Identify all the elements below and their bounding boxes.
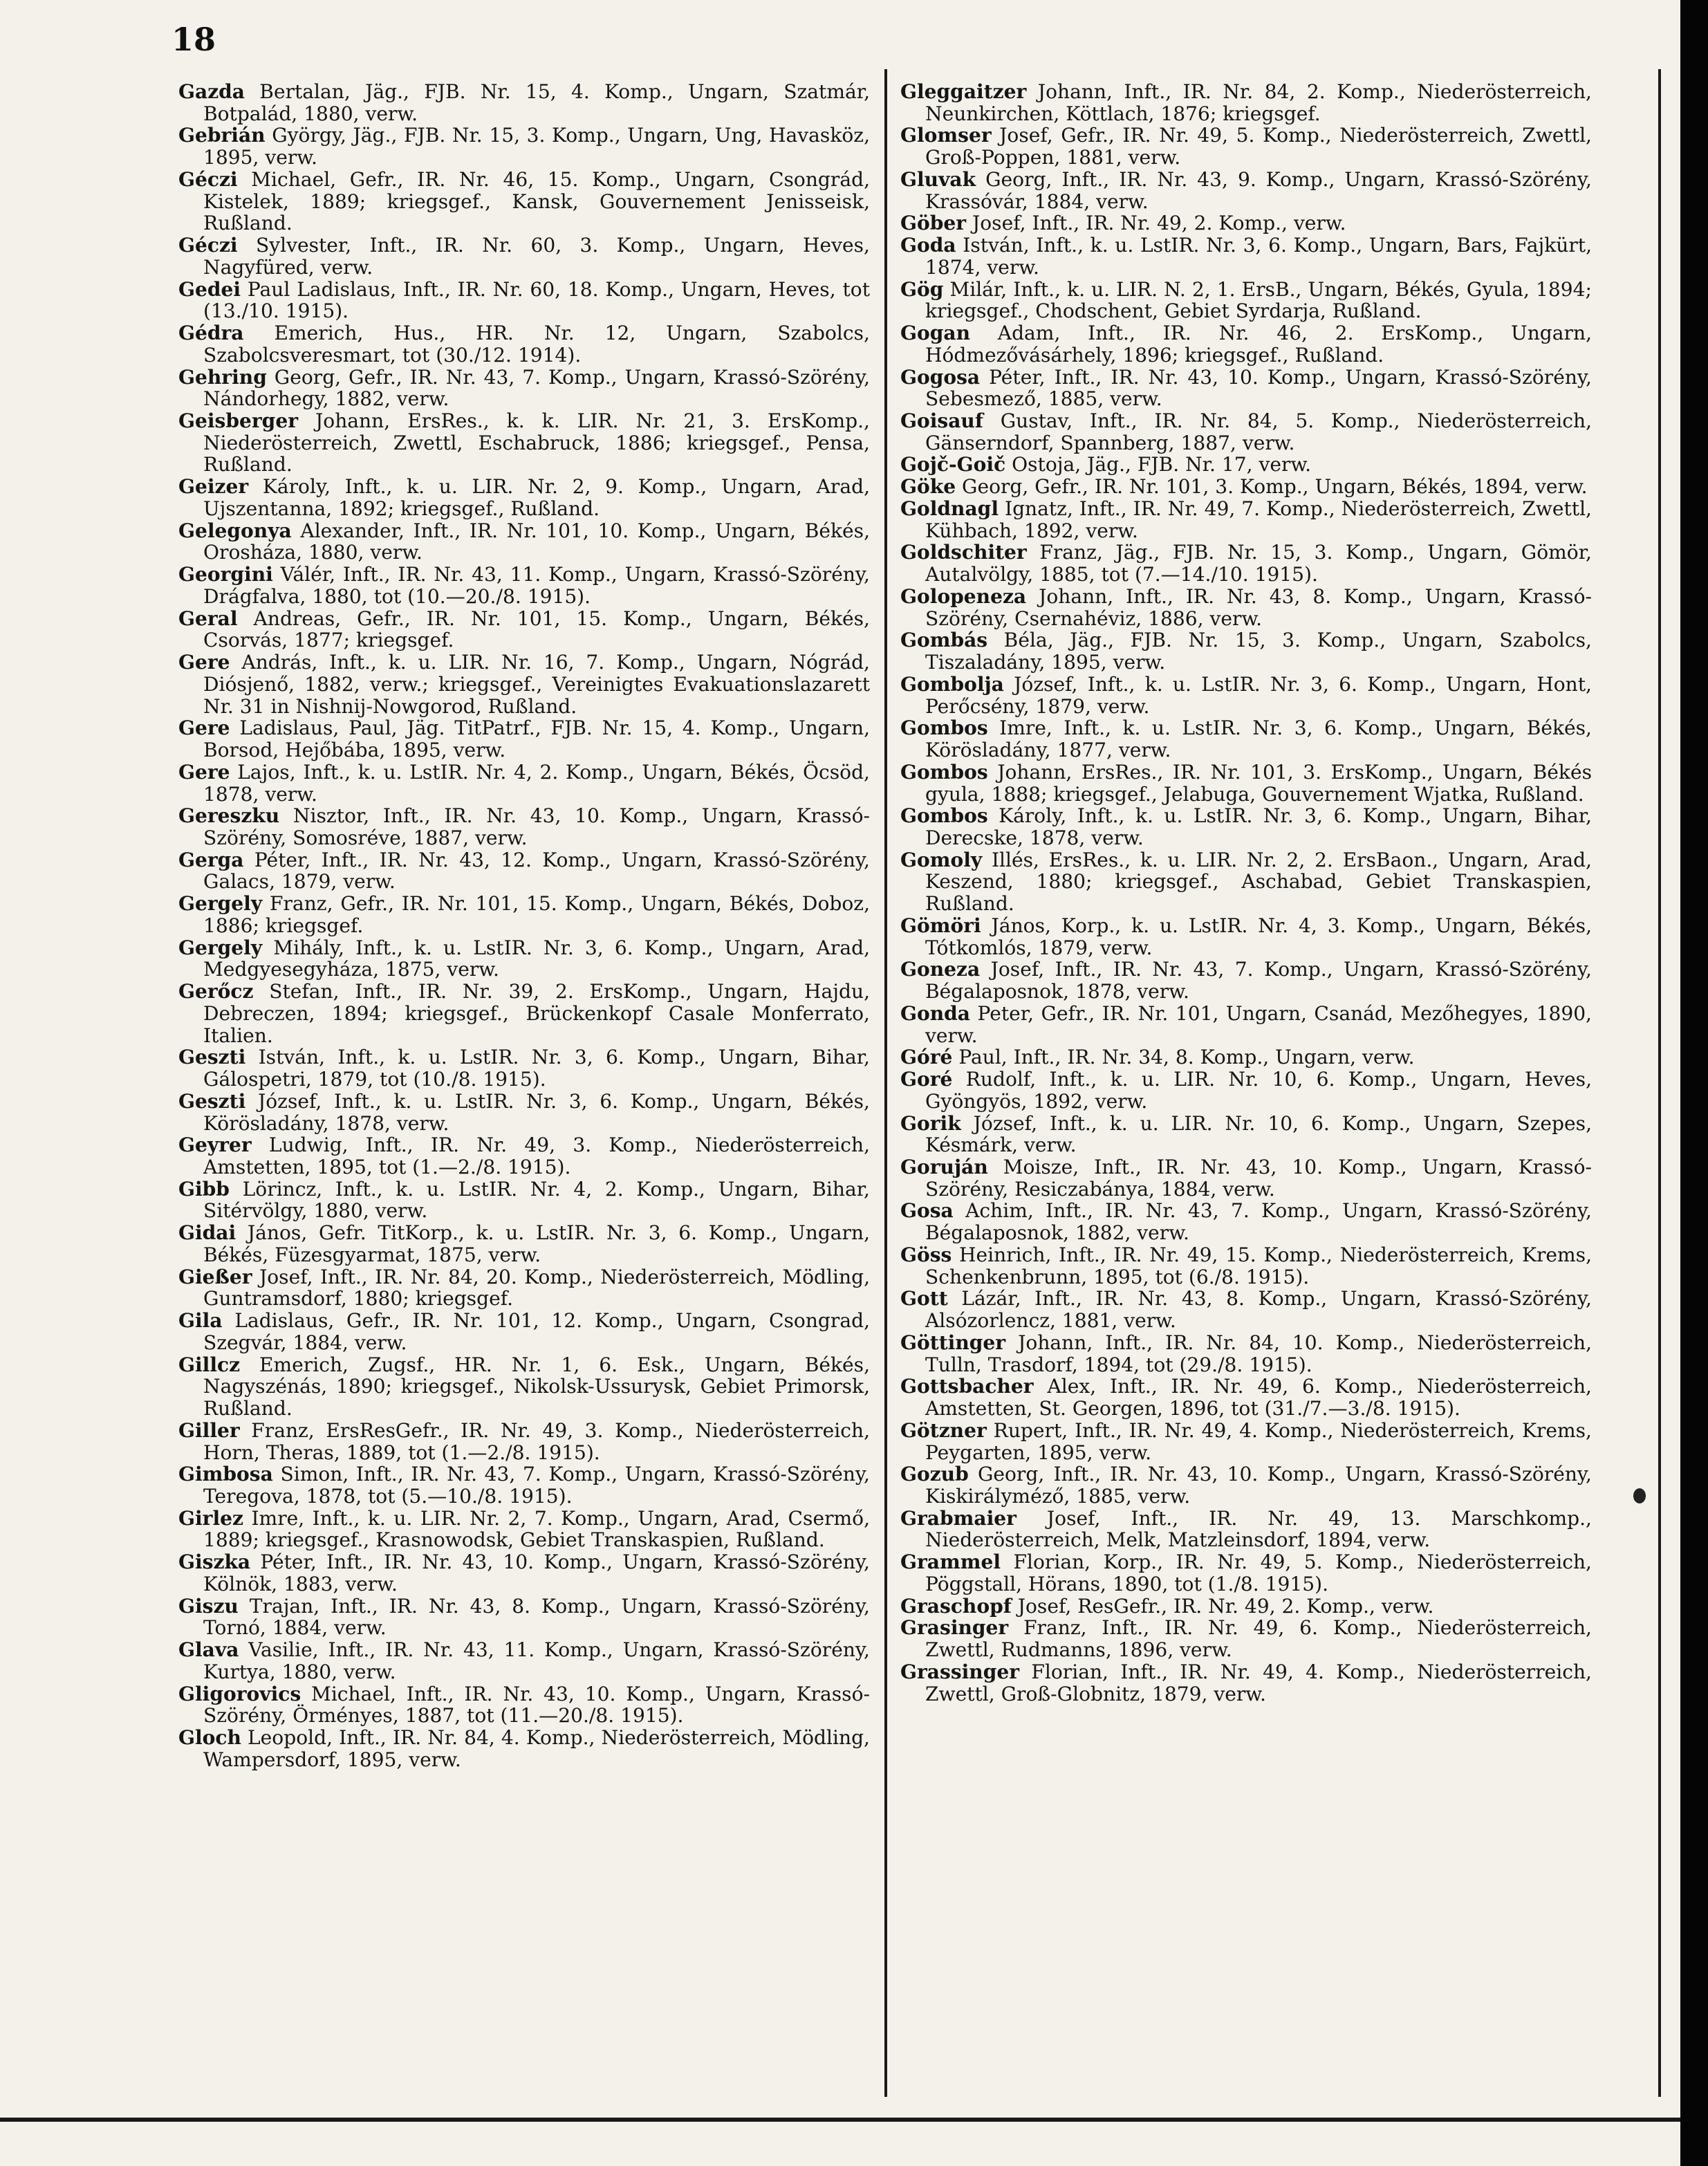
casualty-entry: [900, 279, 1592, 322]
surname: Georgini: [178, 563, 273, 586]
casualty-entry: [178, 1420, 870, 1463]
casualty-entry: [178, 1683, 870, 1727]
entry-details: József, Inft., k. u. LIR. Nr. 10, 6. Komp., Ungarn, Szepes, Késmárk, verw.: [925, 1111, 1592, 1157]
surname: Góré: [900, 1046, 953, 1069]
entry-details: József, Inft., k. u. LstIR. Nr. 3, 6. Komp., Ungarn, Hont, Perőcsény, 1879, verw.: [925, 672, 1592, 718]
casualty-entry: [178, 367, 870, 410]
surname: Geizer: [178, 475, 249, 499]
surname: Glomser: [900, 124, 992, 147]
surname: Göber: [900, 212, 967, 235]
surname: Göke: [900, 475, 956, 499]
casualty-entry: [900, 761, 1592, 805]
entry-details: Alexander, Inft., IR. Nr. 101, 10. Komp., Ungarn, Békés, Orosháza, 1880, verw.: [203, 519, 870, 564]
casualty-entry: [900, 1244, 1592, 1288]
casualty-entry: [178, 1266, 870, 1310]
casualty-entry: [900, 674, 1592, 717]
entry-details: Josef, Gefr., IR. Nr. 49, 5. Komp., Niederösterreich, Zwettl, Groß-Poppen, 1881, verw.: [925, 124, 1592, 169]
entry-details: Mihály, Inft., k. u. LstIR. Nr. 3, 6. Komp., Ungarn, Arad, Medgyesegyháza, 1875, verw.: [203, 936, 870, 981]
entry-details: Trajan, Inft., IR. Nr. 43, 8. Komp., Ungarn, Krassó-Szörény, Tornó, 1884, verw.: [203, 1594, 870, 1640]
bottom-rule: [0, 2118, 1680, 2122]
surname: Gazda: [178, 80, 245, 103]
casualty-entry: [178, 805, 870, 849]
casualty-entry: [178, 981, 870, 1046]
left-column: [178, 81, 870, 1771]
surname: Gibb: [178, 1177, 230, 1201]
surname: Gott: [900, 1287, 948, 1311]
casualty-entry: [900, 1332, 1592, 1376]
casualty-entry: [900, 629, 1592, 673]
surname: Gelegonya: [178, 519, 292, 542]
surname: Gédra: [178, 322, 244, 345]
casualty-entry: [900, 717, 1592, 761]
entry-details: Georg, Gefr., IR. Nr. 101, 3. Komp., Ungarn, Békés, 1894, verw.: [956, 475, 1588, 499]
entry-details: Georg, Inft., IR. Nr. 43, 10. Komp., Ungarn, Krassó-Szörény, Kiskirályméző, 1885, verw.: [925, 1463, 1592, 1508]
scan-border: [1680, 0, 1708, 2166]
casualty-entry: [178, 1595, 870, 1639]
entry-details: Josef, Inft., IR. Nr. 43, 7. Komp., Ungarn, Krassó-Szörény, Bégalaposnok, 1878, verw.: [925, 958, 1592, 1003]
casualty-entry: [178, 169, 870, 234]
casualty-entry: [900, 1551, 1592, 1595]
surname: Gomoly: [900, 848, 983, 871]
casualty-entry: [178, 1639, 870, 1683]
surname: Gög: [900, 277, 944, 301]
surname: Gogan: [900, 322, 971, 345]
entry-details: Sylvester, Inft., IR. Nr. 60, 3. Komp., Ungarn, Heves, Nagyfüred, verw.: [203, 234, 870, 279]
casualty-entry: [178, 234, 870, 278]
casualty-entry: [900, 410, 1592, 454]
casualty-entry: [900, 234, 1592, 278]
casualty-entry: [900, 454, 1592, 476]
casualty-entry: [178, 608, 870, 651]
surname: Gidai: [178, 1221, 236, 1245]
entry-details: Florian, Korp., IR. Nr. 49, 5. Komp., Niederösterreich, Pöggstall, Hörans, 1890, tot (1./8. 1915).: [925, 1551, 1592, 1595]
entry-details: Gustav, Inft., IR. Nr. 84, 5. Komp., Niederösterreich, Gänserndorf, Spannberg, 1887, verw.: [925, 409, 1592, 454]
surname: Göss: [900, 1243, 952, 1266]
surname: Goruján: [900, 1155, 988, 1178]
surname: Gombos: [900, 716, 988, 740]
column-divider: [884, 69, 887, 2097]
entry-details: Franz, Jäg., FJB. Nr. 15, 3. Komp., Ungarn, Gömör, Autalvölgy, 1885, tot (7.—14./10. 1915).: [925, 541, 1592, 586]
surname: Gere: [178, 716, 230, 740]
surname: Grassinger: [900, 1660, 1020, 1683]
casualty-entry: [900, 1113, 1592, 1156]
casualty-entry: [900, 805, 1592, 849]
casualty-entry: [900, 1420, 1592, 1463]
entry-details: Paul, Inft., IR. Nr. 34, 8. Komp., Ungarn, verw.: [952, 1046, 1415, 1069]
entry-details: Béla, Jäg., FJB. Nr. 15, 3. Komp., Ungarn, Szabolcs, Tiszaladány, 1895, verw.: [925, 629, 1592, 674]
casualty-entry: [900, 1068, 1592, 1112]
surname: Goneza: [900, 958, 981, 981]
entry-details: István, Inft., k. u. LstIR. Nr. 3, 6. Komp., Ungarn, Bihar, Gálospetri, 1879, tot (10./8. 1915).: [203, 1046, 870, 1091]
entry-details: Károly, Inft., k. u. LstIR. Nr. 3, 6. Komp., Ungarn, Bihar, Derecske, 1878, verw.: [925, 804, 1592, 849]
casualty-entry: [900, 1156, 1592, 1200]
casualty-entry: [178, 761, 870, 805]
scan-speck: [1633, 1488, 1646, 1503]
entry-details: Paul Ladislaus, Inft., IR. Nr. 60, 18. Komp., Ungarn, Heves, tot (13./10. 1915).: [203, 277, 870, 323]
surname: Gombás: [900, 629, 988, 652]
entry-details: Ignatz, Inft., IR. Nr. 49, 7. Komp., Niederösterreich, Zwettl, Kühbach, 1892, verw.: [925, 497, 1592, 542]
surname: Géczi: [178, 234, 238, 257]
entry-details: Milár, Inft., k. u. LIR. N. 2, 1. ErsB., Ungarn, Békés, Gyula, 1894; kriegsgef., Chodschent, Gebiet Syrdarja, Rußland.: [925, 277, 1592, 323]
surname: Geszti: [178, 1046, 246, 1069]
entry-details: Johann, ErsRes., k. k. LIR. Nr. 21, 3. ErsKomp., Niederösterreich, Zwettl, Eschabruck, 1886; kriegsgef., Pensa, Rußland.: [203, 409, 870, 476]
surname: Gere: [178, 760, 230, 784]
surname: Goré: [900, 1068, 953, 1091]
surname: Gebrián: [178, 124, 266, 147]
casualty-entry: [178, 1091, 870, 1134]
surname: Gehring: [178, 365, 267, 389]
entry-details: Illés, ErsRes., k. u. LIR. Nr. 2, 2. ErsBaon., Ungarn, Arad, Keszend, 1880; kriegsgef., Aschabad, Gebiet Transkaspien, Rußland.: [925, 848, 1592, 916]
entry-details: Achim, Inft., IR. Nr. 43, 7. Komp., Ungarn, Krassó-Szörény, Bégalaposnok, 1882, verw.: [925, 1199, 1592, 1245]
entry-details: Heinrich, Inft., IR. Nr. 49, 15. Komp., Niederösterreich, Krems, Schenkenbrunn, 1895, tot (6./8. 1915).: [925, 1243, 1592, 1288]
casualty-entry: [900, 586, 1592, 629]
entry-details: Imre, Inft., k. u. LIR. Nr. 2, 7. Komp., Ungarn, Arad, Csermő, 1889; kriegsgef., Krasnowodsk, Gebiet Transkaspien, Rußland.: [203, 1506, 870, 1552]
entry-details: Imre, Inft., k. u. LstIR. Nr. 3, 6. Komp., Ungarn, Békés, Körösladány, 1877, verw.: [925, 716, 1592, 762]
surname: Gerőcz: [178, 980, 254, 1003]
surname: Gonda: [900, 1001, 971, 1025]
entry-details: Alex, Inft., IR. Nr. 49, 6. Komp., Niederösterreich, Amstetten, St. Georgen, 1896, tot (31./7.—3./8. 1915).: [925, 1375, 1592, 1420]
surname: Glava: [178, 1638, 239, 1662]
casualty-entry: [900, 1617, 1592, 1660]
surname: Gombolja: [900, 672, 1004, 696]
casualty-entry: [178, 1222, 870, 1266]
casualty-entry: [900, 81, 1592, 124]
surname: Gergely: [178, 892, 263, 916]
right-margin-rule: [1658, 69, 1661, 2097]
casualty-entry: [178, 1134, 870, 1178]
entry-details: Emerich, Zugsf., HR. Nr. 1, 6. Esk., Ungarn, Békés, Nagyszénás, 1890; kriegsgef., Nikolsk-Ussurysk, Gebiet Primorsk, Rußland.: [203, 1353, 870, 1420]
entry-details: Vasilie, Inft., IR. Nr. 43, 11. Komp., Ungarn, Krassó-Szörény, Kurtya, 1880, verw.: [203, 1638, 870, 1683]
casualty-entry: [900, 1046, 1592, 1068]
surname: Gogosa: [900, 365, 981, 389]
entry-details: Georg, Inft., IR. Nr. 43, 9. Komp., Ungarn, Krassó-Szörény, Krassóvár, 1884, verw.: [925, 167, 1592, 213]
entry-details: Rupert, Inft., IR. Nr. 49, 4. Komp., Niederösterreich, Krems, Peygarten, 1895, verw.: [925, 1418, 1592, 1464]
entry-details: Ladislaus, Gefr., IR. Nr. 101, 12. Komp., Ungarn, Csongrad, Szegvár, 1884, verw.: [203, 1309, 870, 1354]
casualty-entry: [900, 1661, 1592, 1705]
surname: Gombos: [900, 760, 988, 784]
surname: Goisauf: [900, 409, 983, 433]
entry-details: János, Gefr. TitKorp., k. u. LstIR. Nr. 3, 6. Komp., Ungarn, Békés, Füzesgyarmat, 1875, verw.: [203, 1221, 870, 1266]
entry-details: Johann, ErsRes., IR. Nr. 101, 3. ErsKomp., Ungarn, Békés gyula, 1888; kriegsgef., Jelabuga, Gouvernement Wjatka, Rußland.: [925, 760, 1592, 806]
surname: Gloch: [178, 1726, 241, 1750]
surname: Gereszku: [178, 804, 280, 828]
casualty-entry: [178, 1463, 870, 1507]
entry-details: Leopold, Inft., IR. Nr. 84, 4. Komp., Niederösterreich, Mödling, Wampersdorf, 1895, verw.: [203, 1726, 870, 1771]
surname: Geszti: [178, 1089, 246, 1113]
casualty-entry: [900, 498, 1592, 542]
entry-details: István, Inft., k. u. LstIR. Nr. 3, 6. Komp., Ungarn, Bars, Fajkürt, 1874, verw.: [925, 234, 1592, 279]
entry-details: János, Korp., k. u. LstIR. Nr. 4, 3. Komp., Ungarn, Békés, Tótkomlós, 1879, verw.: [925, 914, 1592, 959]
casualty-entry: [900, 915, 1592, 959]
casualty-entry: [178, 1727, 870, 1770]
surname: Gosa: [900, 1199, 954, 1223]
casualty-entry: [900, 169, 1592, 212]
right-column: [900, 81, 1592, 1705]
surname: Geyrer: [178, 1133, 252, 1157]
surname: Gimbosa: [178, 1463, 273, 1486]
casualty-entry: [900, 959, 1592, 1002]
surname: Gleggaitzer: [900, 80, 1027, 103]
entry-details: Michael, Gefr., IR. Nr. 46, 15. Komp., Ungarn, Csongrád, Kistelek, 1889; kriegsgef., Kansk, Gouvernement Jenisseisk, Rußland.: [203, 167, 870, 235]
entry-details: Ostoja, Jäg., FJB. Nr. 17, verw.: [1005, 453, 1312, 476]
surname: Gorik: [900, 1111, 961, 1135]
entry-details: Michael, Inft., IR. Nr. 43, 10. Komp., Ungarn, Krassó-Szörény, Örményes, 1887, tot (11.—20./8. 1915).: [203, 1682, 870, 1728]
entry-details: Josef, ResGefr., IR. Nr. 49, 2. Komp., verw.: [1011, 1594, 1434, 1618]
surname: Geisberger: [178, 409, 298, 433]
entry-details: Emerich, Hus., HR. Nr. 12, Ungarn, Szabolcs, Szabolcsveresmart, tot (30./12. 1914).: [203, 322, 870, 367]
casualty-entry: [178, 1551, 870, 1595]
entry-details: József, Inft., k. u. LstIR. Nr. 3, 6. Komp., Ungarn, Békés, Körösladány, 1878, verw.: [203, 1089, 870, 1135]
entry-details: Lörincz, Inft., k. u. LstIR. Nr. 4, 2. Komp., Ungarn, Bihar, Sitérvölgy, 1880, verw.: [203, 1177, 870, 1223]
casualty-entry: [900, 1200, 1592, 1243]
surname: Géczi: [178, 167, 238, 191]
surname: Graschopf: [900, 1594, 1012, 1618]
casualty-entry: [900, 476, 1592, 498]
surname: Gergely: [178, 936, 263, 959]
entry-details: Adam, Inft., IR. Nr. 46, 2. ErsKomp., Ungarn, Hódmezővásárhely, 1896; kriegsgef., Rußland.: [925, 322, 1592, 367]
casualty-entry: [178, 410, 870, 476]
surname: Goldnagl: [900, 497, 999, 520]
entry-details: Moisze, Inft., IR. Nr. 43, 10. Komp., Ungarn, Krassó-Szörény, Resiczabánya, 1884, verw.: [925, 1155, 1592, 1201]
casualty-entry: [900, 849, 1592, 915]
entry-details: Ladislaus, Paul, Jäg. TitPatrf., FJB. Nr. 15, 4. Komp., Ungarn, Borsod, Hejőbába, 1895, verw.: [203, 716, 870, 762]
surname: Gombos: [900, 804, 988, 828]
surname: Golopeneza: [900, 584, 1027, 608]
surname: Gila: [178, 1309, 223, 1333]
casualty-entry: [178, 937, 870, 981]
entry-details: Péter, Inft., IR. Nr. 43, 10. Komp., Ungarn, Krassó-Szörény, Sebesmező, 1885, verw.: [925, 365, 1592, 411]
surname: Gligorovics: [178, 1682, 301, 1705]
casualty-entry: [900, 212, 1592, 234]
surname: Girlez: [178, 1506, 243, 1530]
surname: Gozub: [900, 1463, 969, 1486]
surname: Grasinger: [900, 1616, 1009, 1640]
casualty-entry: [900, 1595, 1592, 1618]
surname: Gere: [178, 651, 230, 674]
surname: Gießer: [178, 1265, 252, 1288]
casualty-entry: [178, 893, 870, 936]
entry-details: Lajos, Inft., k. u. LstIR. Nr. 4, 2. Komp., Ungarn, Békés, Öcsöd, 1878, verw.: [203, 760, 870, 806]
entry-details: Károly, Inft., k. u. LIR. Nr. 2, 9. Komp., Ungarn, Arad, Ujszentanna, 1892; kriegsgef., Rußland.: [203, 475, 870, 520]
entry-details: Johann, Inft., IR. Nr. 84, 10. Komp., Niederösterreich, Tulln, Trasdorf, 1894, tot (29./8. 1915).: [925, 1331, 1592, 1376]
surname: Geral: [178, 607, 238, 630]
casualty-entry: [900, 1288, 1592, 1331]
casualty-entry: [900, 1376, 1592, 1419]
casualty-entry: [900, 1003, 1592, 1046]
surname: Götzner: [900, 1418, 987, 1442]
surname: Gedei: [178, 277, 241, 301]
casualty-entry: [178, 279, 870, 322]
casualty-entry: [900, 542, 1592, 585]
casualty-entry: [178, 520, 870, 564]
entry-details: Bertalan, Jäg., FJB. Nr. 15, 4. Komp., Ungarn, Szatmár, Botpalád, 1880, verw.: [203, 80, 870, 125]
entry-details: Florian, Inft., IR. Nr. 49, 4. Komp., Niederösterreich, Zwettl, Groß-Globnitz, 1879, verw.: [925, 1660, 1592, 1705]
entry-details: György, Jäg., FJB. Nr. 15, 3. Komp., Ungarn, Ung, Havasköz, 1895, verw.: [203, 124, 870, 169]
entry-details: Franz, ErsResGefr., IR. Nr. 49, 3. Komp., Niederösterreich, Horn, Theras, 1889, tot (1.—2./8. 1915).: [203, 1418, 870, 1464]
entry-details: Josef, Inft., IR. Nr. 49, 13. Marschkomp., Niederösterreich, Melk, Matzleinsdorf, 1894, verw.: [925, 1506, 1592, 1552]
casualty-entry: [900, 1508, 1592, 1551]
casualty-entry: [178, 322, 870, 366]
entry-details: Rudolf, Inft., k. u. LIR. Nr. 10, 6. Komp., Ungarn, Heves, Gyöngyös, 1892, verw.: [925, 1068, 1592, 1113]
entry-details: Péter, Inft., IR. Nr. 43, 12. Komp., Ungarn, Krassó-Szörény, Galacs, 1879, verw.: [203, 848, 870, 894]
casualty-entry: [178, 1178, 870, 1222]
surname: Goda: [900, 234, 956, 257]
entry-details: Ludwig, Inft., IR. Nr. 49, 3. Komp., Niederösterreich, Amstetten, 1895, tot (1.—2./8. 1915).: [203, 1133, 870, 1178]
casualty-entry: [178, 717, 870, 761]
surname: Gerga: [178, 848, 244, 871]
casualty-entry: [178, 651, 870, 717]
entry-details: Stefan, Inft., IR. Nr. 39, 2. ErsKomp., Ungarn, Hajdu, Debreczen, 1894; kriegsgef., Brückenkopf Casale Monferrato, Italien.: [203, 980, 870, 1047]
surname: Giller: [178, 1418, 240, 1442]
casualty-entry: [178, 1354, 870, 1420]
entry-details: Franz, Gefr., IR. Nr. 101, 15. Komp., Ungarn, Békés, Doboz, 1886; kriegsgef.: [203, 892, 870, 937]
casualty-entry: [900, 124, 1592, 168]
surname: Gottsbacher: [900, 1375, 1034, 1398]
entry-details: Josef, Inft., IR. Nr. 49, 2. Komp., verw.: [966, 212, 1346, 235]
entry-details: Válér, Inft., IR. Nr. 43, 11. Komp., Ungarn, Krassó-Szörény, Drágfalva, 1880, tot (10.—20./8. 1915).: [203, 563, 870, 608]
entry-details: Andreas, Gefr., IR. Nr. 101, 15. Komp., Ungarn, Békés, Csorvás, 1877; kriegsgef.: [203, 607, 870, 652]
casualty-entry: [900, 1463, 1592, 1507]
casualty-entry: [178, 124, 870, 168]
surname: Giszu: [178, 1594, 239, 1618]
surname: Gluvak: [900, 167, 976, 191]
surname: Grammel: [900, 1551, 1001, 1574]
surname: Gojč-Goič: [900, 453, 1006, 476]
casualty-entry: [900, 322, 1592, 366]
entry-details: Josef, Inft., IR. Nr. 84, 20. Komp., Niederösterreich, Mödling, Guntramsdorf, 1880; kriegsgef.: [203, 1265, 870, 1311]
entry-details: Johann, Inft., IR. Nr. 43, 8. Komp., Ungarn, Krassó-Szörény, Csernahéviz, 1886, verw.: [925, 584, 1592, 630]
casualty-entry: [178, 81, 870, 124]
casualty-entry: [178, 849, 870, 893]
entry-details: Franz, Inft., IR. Nr. 49, 6. Komp., Niederösterreich, Zwettl, Rudmanns, 1896, verw.: [925, 1616, 1592, 1662]
surname: Goldschiter: [900, 541, 1027, 564]
casualty-entry: [900, 367, 1592, 410]
casualty-entry: [178, 1310, 870, 1353]
entry-details: Johann, Inft., IR. Nr. 84, 2. Komp., Niederösterreich, Neunkirchen, Köttlach, 1876; kriegsgef.: [925, 80, 1592, 125]
entry-details: Simon, Inft., IR. Nr. 43, 7. Komp., Ungarn, Krassó-Szörény, Teregova, 1878, tot (5.—10./8. 1915).: [203, 1463, 870, 1508]
casualty-entry: [178, 1508, 870, 1551]
casualty-entry: [178, 564, 870, 607]
surname: Gillcz: [178, 1353, 241, 1376]
casualty-entry: [178, 476, 870, 519]
entry-details: Péter, Inft., IR. Nr. 43, 10. Komp., Ungarn, Krassó-Szörény, Kölnök, 1883, verw.: [203, 1551, 870, 1595]
surname: Göttinger: [900, 1331, 1006, 1354]
surname: Gömöri: [900, 914, 981, 937]
page-number: 18: [171, 21, 216, 58]
entry-details: Nisztor, Inft., IR. Nr. 43, 10. Komp., Ungarn, Krassó-Szörény, Somosréve, 1887, verw.: [203, 804, 870, 849]
casualty-entry: [178, 1046, 870, 1090]
entry-details: Georg, Gefr., IR. Nr. 43, 7. Komp., Ungarn, Krassó-Szörény, Nándorhegy, 1882, verw.: [203, 365, 870, 411]
entry-details: Lázár, Inft., IR. Nr. 43, 8. Komp., Ungarn, Krassó-Szörény, Alsózorlencz, 1881, verw.: [925, 1287, 1592, 1333]
surname: Grabmaier: [900, 1506, 1017, 1530]
entry-details: Peter, Gefr., IR. Nr. 101, Ungarn, Csanád, Mezőhegyes, 1890, verw.: [925, 1001, 1592, 1047]
entry-details: András, Inft., k. u. LIR. Nr. 16, 7. Komp., Ungarn, Nógrád, Diósjenő, 1882, verw.; kriegsgef., Vereinigtes Evakuationslazarett Nr. 31 in Nishnij-Nowgorod, Rußland.: [203, 651, 870, 718]
surname: Giszka: [178, 1551, 251, 1574]
